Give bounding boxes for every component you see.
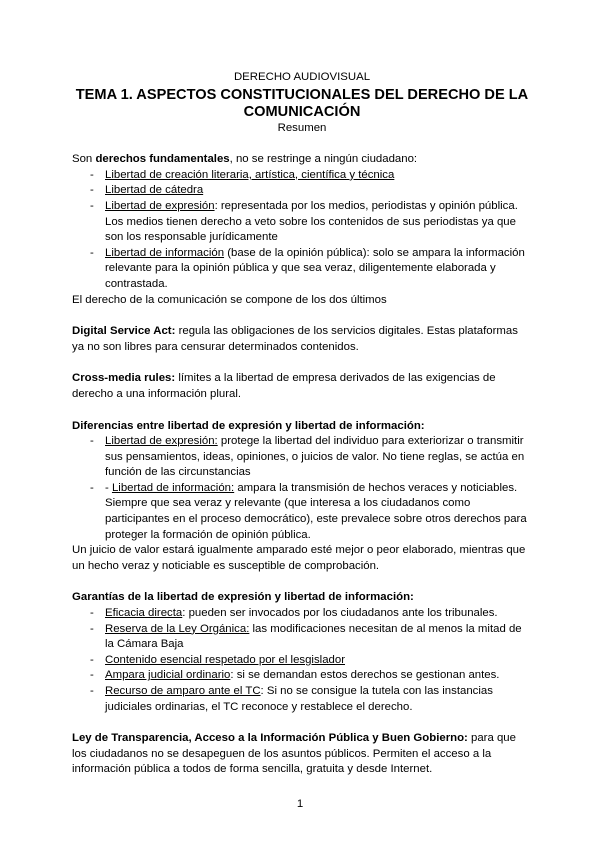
list-item-label: Libertad de cátedra — [105, 184, 204, 197]
list-item-label: Contenido esencial respetado por el lesgislador — [105, 653, 345, 666]
fundamental-intro-bold: derechos fundamentales — [95, 153, 230, 166]
list-item: - - Libertad de información: ampara la transmisión de hechos veraces y noticiables. Siempre que sea veraz y relevante (que interesa a los ciudadanos como participantes en el proceso democrático), este prevalece sobre otros derechos para proteger la formación de opinión pública. — [90, 481, 527, 541]
guarantees-heading: Garantías de la libertad de expresión y libertad de información: — [72, 591, 414, 604]
list-item-label: Libertad de información: — [111, 481, 235, 494]
list-item: - Reserva de la Ley Orgánica: las modificaciones necesitan de al menos la mitad de la Cámara Baja — [90, 622, 522, 651]
list-item-label: Eficacia directa — [105, 607, 183, 620]
crossmedia-paragraph: Cross-media rules: límites a la libertad de empresa derivados de las exigencias de derecho a una información plural. — [72, 372, 496, 400]
list-item: - Recurso de amparo ante el TC: Si no se consigue la tutela con las instancias judiciales ordinarias, el TC reconoce y restablece el derecho. — [90, 685, 493, 713]
page-number: 1 — [296, 798, 304, 810]
dsa-paragraph: Digital Service Act: regula las obligaciones de los servicios digitales. Estas plataformas ya no son libres para censurar determinados contenidos. — [72, 325, 518, 353]
fundamental-intro: Son derechos fundamentales, no se restringe a ningún ciudadano: — [72, 153, 418, 166]
list-item: - Contenido esencial respetado por el lesgislador — [90, 653, 345, 666]
fundamental-rights-list — [72, 168, 532, 293]
transparency-paragraph: Ley de Transparencia, Acceso a la Información Pública y Buen Gobierno: para que los ciudadanos no se desapeguen de los asuntos públicos. Permiten el acceso a la información pública a todos de forma sencilla, gratuita y desde Internet. — [72, 732, 516, 776]
list-item-label: Libertad de expresión: — [105, 435, 218, 448]
page-subtitle: Resumen — [277, 121, 327, 134]
fundamental-closing: El derecho de la comunicación se compone de los dos últimos — [72, 293, 387, 306]
course-subject: DERECHO AUDIOVISUAL — [233, 71, 371, 83]
list-item-label: Libertad de expresión — [105, 199, 215, 212]
differences-list — [72, 434, 532, 543]
document-page — [72, 70, 532, 778]
list-item-label: Ampara judicial ordinario — [105, 669, 231, 682]
list-item-label: Recurso de amparo ante el TC — [105, 685, 261, 697]
list-item: - Libertad de expresión: protege la libertad del individuo para exteriorizar o transmitir sus pensamientos, ideas, opiniones, o juicios de valor. No tiene reglas, se actúa en función de las circunstancias — [90, 435, 525, 479]
list-item-label: Libertad de creación literaria, artística, científica y técnica — [105, 168, 395, 181]
list-item: - Libertad de creación literaria, artística, científica y técnica — [90, 168, 395, 181]
page-title: TEMA 1. ASPECTOS CONSTITUCIONALES DEL DERECHO DE LA COMUNICACIÓN — [75, 86, 529, 120]
differences-heading: Diferencias entre libertad de expresión y libertad de información: — [72, 419, 425, 432]
list-item: - Libertad de cátedra — [90, 184, 204, 197]
differences-closing: Un juicio de valor estará igualmente amparado esté mejor o peor elaborado, mientras que un hecho veraz y noticiable es susceptible de comprobación. — [72, 544, 526, 572]
list-item: - Libertad de información (base de la opinión pública): solo se ampara la información relevante para la opinión pública y que sea veraz, diligentemente elaborada y contrastada. — [90, 246, 525, 290]
list-item: - Ampara judicial ordinario: si se demandan estos derechos se gestionan antes. — [90, 669, 500, 682]
list-item-label: Libertad de información — [105, 246, 225, 259]
list-item-label: Reserva de la Ley Orgánica: — [105, 622, 250, 635]
list-item: - Eficacia directa: pueden ser invocados por los ciudadanos ante los tribunales. — [90, 607, 498, 620]
guarantees-list — [72, 606, 532, 715]
list-item: - Libertad de expresión: representada por los medios, periodistas y opinión pública. Los medios tienen derecho a veto sobre los contenidos de sus periodistas ya que son los responsable jurídicamente — [90, 199, 518, 244]
